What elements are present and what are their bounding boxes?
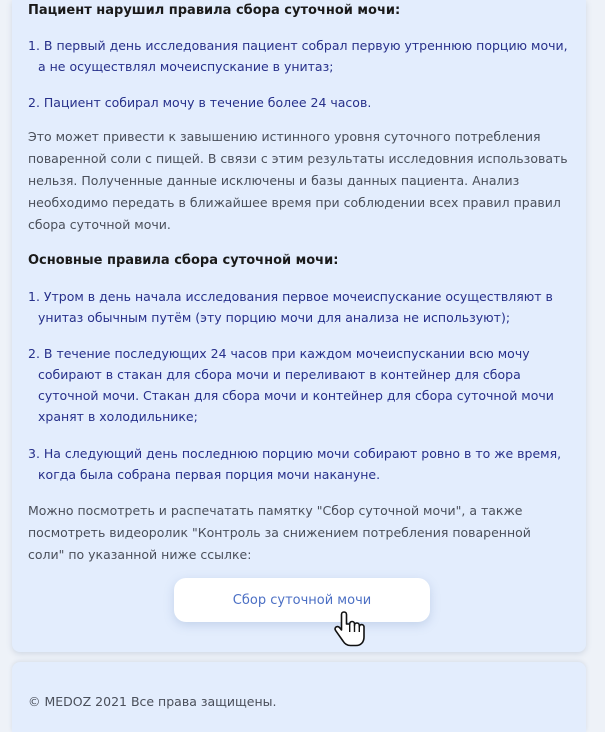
violation-item-2: 2. Пациент собирал мочу в течение более 24 часов. [28, 95, 372, 110]
hand-pointer-icon [334, 610, 368, 650]
memo-paragraph: Можно посмотреть и распечатать памятку "Сбор суточной мочи", а также посмотреть видеоролик "Контроль за снижением потребления поваренной соли" по указанной ниже ссылке: [28, 503, 531, 562]
rules-heading: Основные правила сбора суточной мочи: [28, 253, 339, 268]
rule-item-2: 2. В течение последующих 24 часов при каждом мочеиспускании всю мочу собирают в стакан для сбора мочи и переливают в контейнер для сбора суточной мочи. Стакан для сбора мочи и контейнер для сбора суточной мочи хранят в холодильнике; [28, 346, 554, 424]
violation-explanation: Это может привести к завышению истинного уровня суточного потребления поваренной соли с пищей. В связи с этим результаты исследовния использовать нельзя. Полученные данные исключены и базы данных пациента. Анализ необходимо передать в ближайшее время при соблюдении всех правил правил сбора суточной мочи. [28, 129, 568, 232]
info-card [12, 0, 586, 652]
violation-item-1: 1. В первый день исследования пациент собрал первую утреннюю порцию мочи, а не осуществлял мочеиспускание в унитаз; [28, 38, 568, 74]
violation-heading: Пациент нарушил правила сбора суточной мочи: [28, 3, 401, 18]
collection-memo-button[interactable]: Сбор суточной мочи [174, 578, 430, 622]
rule-item-3: 3. На следующий день последнюю порцию мочи собирают ровно в то же время, когда была собрана первая порция мочи накануне. [28, 446, 562, 482]
copyright-text: © MEDOZ 2021 Все права защищены. [28, 694, 277, 709]
footer [12, 662, 586, 732]
rule-item-1: 1. Утром в день начала исследования первое мочеиспускание осуществляют в унитаз обычным путём (эту порцию мочи для анализа не используют); [28, 289, 553, 325]
